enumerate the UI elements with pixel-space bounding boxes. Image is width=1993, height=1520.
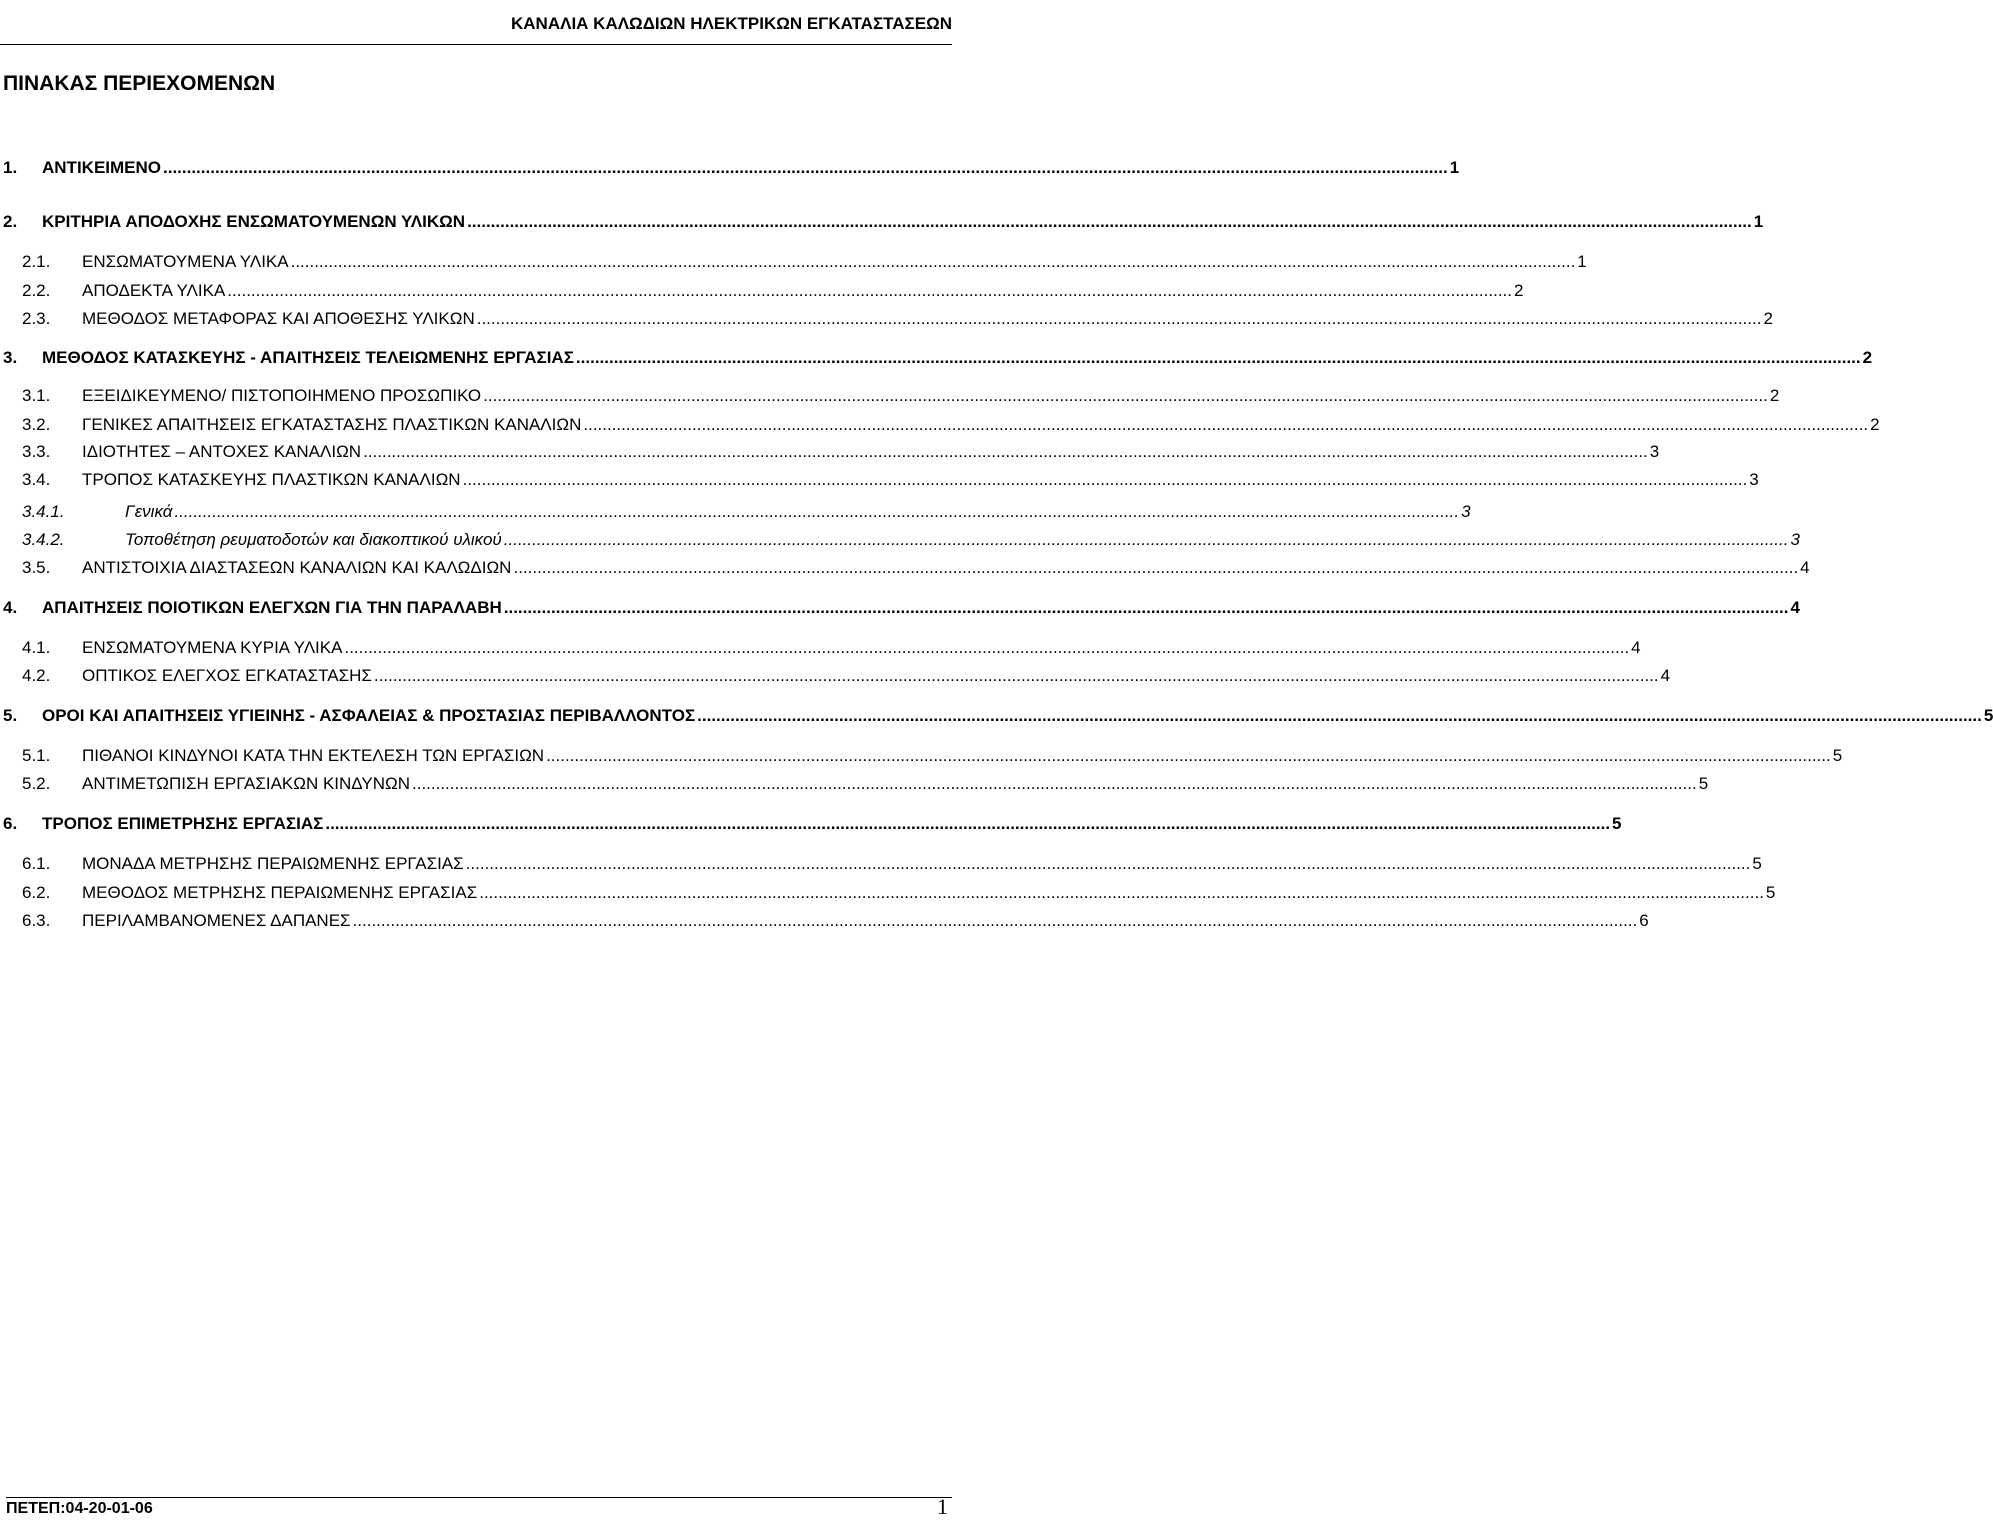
toc-leader-dots [163,158,1448,178]
footer-rule [6,1497,952,1498]
toc-entry-number: 4.2. [22,666,51,685]
toc-entry[interactable] [3,348,1873,372]
toc-entry[interactable] [22,746,1843,770]
toc-entry-title: ΑΝΤΙΚΕΙΜΕΝΟ [42,158,161,177]
toc-entry-page: 5 [1698,774,1709,793]
toc-entry-title: ΑΝΤΙΣΤΟΙΧΙΑ ΔΙΑΣΤΑΣΕΩΝ ΚΑΝΑΛΙΩΝ ΚΑΙ ΚΑΛΩΔΙΩΝ [82,558,512,577]
toc-entry-title: ΕΝΣΩΜΑΤΟΥΜΕΝΑ ΚΥΡΙΑ ΥΛΙΚΑ [82,638,343,657]
page-number: 1 [937,1494,948,1519]
toc-leader-dots [325,814,1610,834]
toc-entry-title: ΕΞΕΙΔΙΚΕΥΜΕΝΟ/ ΠΙΣΤΟΠΟΙΗΜΕΝΟ ΠΡΟΣΩΠΙΚΟ [82,386,482,405]
toc-entry-title: ΙΔΙΟΤΗΤΕΣ – ΑΝΤΟΧΕΣ ΚΑΝΑΛΙΩΝ [82,442,362,461]
toc-entry-page: 5 [1983,706,1993,725]
toc-entry[interactable] [22,558,1810,582]
toc-entry-number: 5.1. [22,746,51,765]
toc-entry[interactable] [22,638,1641,662]
document-header-title: ΚΑΝΑΛΙΑ ΚΑΛΩΔΙΩΝ ΗΛΕΚΤΡΙΚΩΝ ΕΓΚΑΤΑΣΤΑΣΕΩΝ [511,14,952,33]
toc-leader-dots [467,212,1752,232]
toc-entry-page: 4 [1790,598,1800,617]
toc-entry[interactable] [3,706,1993,730]
toc-entry-number: 2.2. [22,281,51,300]
toc-entry-number: 2.1. [22,252,51,271]
toc-leader-dots [463,470,1748,490]
toc-entry-number: 3.4. [22,470,51,489]
toc-entry-page: 3 [1649,442,1660,461]
toc-leader-dots [174,502,1459,522]
toc-entry[interactable] [22,774,1709,798]
toc-leader-dots [412,774,1697,794]
toc-entry[interactable] [22,415,1880,439]
document-code: ΠΕΤΕΠ:04-20-01-06 [6,1500,153,1517]
toc-entry-number: 4. [3,598,18,617]
toc-entry-title: ΜΟΝΑΔΑ ΜΕΤΡΗΣΗΣ ΠΕΡΑΙΩΜΕΝΗΣ ΕΡΓΑΣΙΑΣ [82,854,464,873]
toc-entry-title: ΑΠΑΙΤΗΣΕΙΣ ΠΟΙΟΤΙΚΩΝ ΕΛΕΓΧΩΝ ΓΙΑ ΤΗΝ ΠΑΡΑΛΑΒΗ [42,598,502,617]
toc-entry-page: 2 [1763,309,1773,328]
toc-entry-page: 1 [1753,212,1764,231]
toc-entry[interactable] [3,158,1460,182]
toc-entry-title: ΠΕΡΙΛΑΜΒΑΝΟΜΕΝΕΣ ΔΑΠΑΝΕΣ [82,911,351,930]
toc-leader-dots [353,911,1638,931]
toc-entry-number: 5.2. [22,774,51,793]
toc-entry-page: 5 [1832,746,1843,765]
toc-entry-title: ΤΡΟΠΟΣ ΚΑΤΑΣΚΕΥΗΣ ΠΛΑΣΤΙΚΩΝ ΚΑΝΑΛΙΩΝ [82,470,461,489]
toc-entry-number: 3.5. [22,558,51,577]
toc-leader-dots [363,442,1648,462]
toc-entry[interactable] [22,252,1587,276]
toc-entry-number: 6.3. [22,911,51,930]
toc-entry-page: 5 [1752,854,1762,873]
toc-entry[interactable] [3,814,1622,838]
toc-entry-title: ΤΡΟΠΟΣ ΕΠΙΜΕΤΡΗΣΗΣ ΕΡΓΑΣΙΑΣ [42,814,324,833]
toc-entry-page: 3 [1790,530,1800,549]
toc-entry-title: Τοποθέτηση ρευματοδοτών και διακοπτικού υλικού [125,530,502,549]
toc-entry-page: 1 [1449,158,1460,177]
toc-entry[interactable] [22,442,1660,466]
toc-entry-number: 5. [3,706,18,725]
toc-entry[interactable] [22,502,1471,526]
toc-entry[interactable] [22,281,1524,305]
toc-leader-dots [504,598,1789,618]
toc-entry-title: ΑΝΤΙΜΕΤΩΠΙΣΗ ΕΡΓΑΣΙΑΚΩΝ ΚΙΝΔΥΝΩΝ [82,774,410,793]
toc-entry[interactable] [22,470,1759,494]
toc-entry[interactable] [22,911,1649,935]
toc-entry-number: 3.4.1. [22,502,65,521]
toc-leader-dots [546,746,1831,766]
toc-entry-page: 6 [1639,911,1649,930]
toc-entry-page: 4 [1631,638,1641,657]
toc-entry-title: Γενικά [125,502,173,521]
toc-entry-page: 5 [1765,883,1776,902]
toc-entry-title: ΟΡΟΙ ΚΑΙ ΑΠΑΙΤΗΣΕΙΣ ΥΓΙΕΙΝΗΣ - ΑΣΦΑΛΕΙΑΣ & ΠΡΟΣΤΑΣΙΑΣ ΠΕΡΙΒΑΛΛΟΝΤΟΣ [42,706,696,725]
toc-entry-number: 3.3. [22,442,51,461]
toc-entry-page: 4 [1800,558,1810,577]
toc-leader-dots [477,309,1762,329]
toc-entry-number: 3.4.2. [22,530,65,549]
toc-entry-number: 6. [3,814,18,833]
toc-leader-dots [291,252,1576,272]
toc-entry[interactable] [22,530,1800,554]
toc-entry-number: 4.1. [22,638,51,657]
toc-entry-page: 2 [1870,415,1880,434]
toc-entry[interactable] [22,386,1780,410]
toc-entry[interactable] [22,854,1762,878]
toc-entry-number: 3.1. [22,386,51,405]
toc-leader-dots [504,530,1789,550]
toc-entry-page: 2 [1769,386,1780,405]
toc-leader-dots [466,854,1751,874]
toc-entry-title: ΚΡΙΤΗΡΙΑ ΑΠΟΔΟΧΗΣ ΕΝΣΩΜΑΤΟΥΜΕΝΩΝ ΥΛΙΚΩΝ [42,212,466,231]
toc-entry-number: 2.3. [22,309,51,328]
toc-entry-title: ΜΕΘΟΔΟΣ ΜΕΤΡΗΣΗΣ ΠΕΡΑΙΩΜΕΝΗΣ ΕΡΓΑΣΙΑΣ [82,883,478,902]
toc-entry-title: ΕΝΣΩΜΑΤΟΥΜΕΝΑ ΥΛΙΚΑ [82,252,289,271]
toc-entry-page: 3 [1749,470,1759,489]
toc-entry-page: 2 [1514,281,1524,300]
toc-entry-title: ΜΕΘΟΔΟΣ ΚΑΤΑΣΚΕΥΗΣ - ΑΠΑΙΤΗΣΕΙΣ ΤΕΛΕΙΩΜΕΝΗΣ ΕΡΓΑΣΙΑΣ [42,348,574,367]
toc-leader-dots [479,883,1764,903]
toc-leader-dots [344,638,1629,658]
toc-entry-title: ΜΕΘΟΔΟΣ ΜΕΤΑΦΟΡΑΣ ΚΑΙ ΑΠΟΘΕΣΗΣ ΥΛΙΚΩΝ [82,309,475,328]
toc-entry[interactable] [22,666,1671,690]
toc-entry-page: 1 [1577,252,1587,271]
toc-entry-number: 1. [3,158,18,177]
toc-entry-page: 3 [1461,502,1471,521]
toc-leader-dots [576,348,1861,368]
toc-leader-dots [227,281,1512,301]
toc-entry-number: 3.2. [22,415,51,434]
toc-entry[interactable] [3,212,1764,236]
toc-entry-title: ΠΙΘΑΝΟΙ ΚΙΝΔΥΝΟΙ ΚΑΤΑ ΤΗΝ ΕΚΤΕΛΕΣΗ ΤΩΝ ΕΡΓΑΣΙΩΝ [82,746,545,765]
toc-heading: ΠΙΝΑΚΑΣ ΠΕΡΙΕΧΟΜΕΝΩΝ [3,72,276,95]
toc-entry-number: 2. [3,212,18,231]
toc-leader-dots [513,558,1798,578]
toc-leader-dots [583,415,1868,435]
toc-entry-number: 3. [3,348,18,367]
toc-entry-number: 6.2. [22,883,51,902]
toc-entry[interactable] [22,883,1776,907]
toc-entry-title: ΑΠΟΔΕΚΤΑ ΥΛΙΚΑ [82,281,226,300]
toc-entry-number: 6.1. [22,854,51,873]
toc-entry-title: ΟΠΤΙΚΟΣ ΕΛΕΓΧΟΣ ΕΓΚΑΤΑΣΤΑΣΗΣ [82,666,372,685]
toc-entry[interactable] [22,309,1773,333]
toc-entry-page: 4 [1660,666,1671,685]
toc-leader-dots [374,666,1659,686]
toc-entry-page: 2 [1862,348,1873,367]
toc-leader-dots [483,386,1768,406]
toc-leader-dots [697,706,1982,726]
toc-entry[interactable] [3,598,1800,622]
toc-entry-page: 5 [1612,814,1622,833]
toc-entry-title: ΓΕΝΙΚΕΣ ΑΠΑΙΤΗΣΕΙΣ ΕΓΚΑΤΑΣΤΑΣΗΣ ΠΛΑΣΤΙΚΩΝ ΚΑΝΑΛΙΩΝ [82,415,582,434]
